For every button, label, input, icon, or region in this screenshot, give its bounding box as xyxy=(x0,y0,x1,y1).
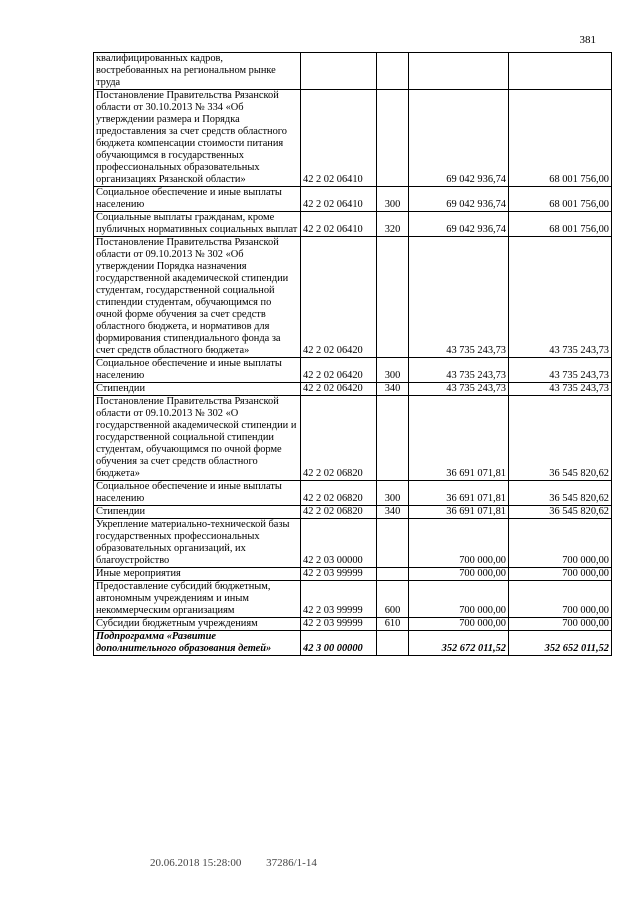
table-row xyxy=(94,519,612,568)
row-amount-b: 43 735 243,73 xyxy=(509,237,612,358)
row-expense-type: 610 xyxy=(377,618,409,631)
row-description: квалифицированных кадров, востребованных на региональном рынке труда xyxy=(94,53,301,90)
row-amount-b: 68 001 756,00 xyxy=(509,187,612,212)
table-row xyxy=(94,568,612,581)
row-amount-a: 700 000,00 xyxy=(409,519,509,568)
row-expense-type xyxy=(377,53,409,90)
row-code: 42 3 00 00000 xyxy=(301,631,377,656)
table-row xyxy=(94,358,612,383)
row-description: Предоставление субсидий бюджетным, автономным учреждениям и иным некоммерческим организациям xyxy=(94,581,301,618)
table-row xyxy=(94,237,612,358)
row-description: Постановление Правительства Рязанской области от 09.10.2013 № 302 «Об утверждении Порядка назначения государственной академической стипендии студентам, государственной социальной стипендии студентам, обучающимся по очной форме обучения за счет средств областного бюджета, и нормативов для формирования стипендиального фонда за счет средств областного бюджета» xyxy=(94,237,301,358)
table-row xyxy=(94,481,612,506)
row-code: 42 2 02 06410 xyxy=(301,212,377,237)
row-amount-a: 36 691 071,81 xyxy=(409,396,509,481)
row-amount-a: 43 735 243,73 xyxy=(409,237,509,358)
row-expense-type: 340 xyxy=(377,506,409,519)
row-code: 42 2 03 99999 xyxy=(301,568,377,581)
table-row xyxy=(94,187,612,212)
row-code: 42 2 03 99999 xyxy=(301,581,377,618)
table-row xyxy=(94,383,612,396)
row-amount-a: 352 672 011,52 xyxy=(409,631,509,656)
footer xyxy=(150,857,339,869)
row-description: Иные мероприятия xyxy=(94,568,301,581)
row-description: Постановление Правительства Рязанской области от 30.10.2013 № 334 «Об утверждении размера и Порядка предоставления за счет средств областного бюджета компенсации стоимости питания обучающимся в государственных профессиональных образовательных организациях Рязанской области» xyxy=(94,90,301,187)
footer-datetime: 20.06.2018 15:28:00 xyxy=(150,857,242,869)
row-code: 42 2 02 06410 xyxy=(301,187,377,212)
row-expense-type: 300 xyxy=(377,358,409,383)
table-row xyxy=(94,396,612,481)
row-description: Социальное обеспечение и иные выплаты населению xyxy=(94,187,301,212)
budget-table xyxy=(93,52,612,656)
row-amount-b: 700 000,00 xyxy=(509,581,612,618)
row-description: Социальные выплаты гражданам, кроме публичных нормативных социальных выплат xyxy=(94,212,301,237)
table-row xyxy=(94,212,612,237)
row-description: Подпрограмма «Развитие дополнительного образования детей» xyxy=(94,631,301,656)
row-description: Стипендии xyxy=(94,383,301,396)
row-amount-a: 69 042 936,74 xyxy=(409,187,509,212)
row-amount-b: 36 545 820,62 xyxy=(509,396,612,481)
row-code: 42 2 02 06820 xyxy=(301,396,377,481)
row-amount-b: 36 545 820,62 xyxy=(509,481,612,506)
row-code: 42 2 02 06420 xyxy=(301,383,377,396)
row-amount-a: 700 000,00 xyxy=(409,618,509,631)
table-row-subprogram xyxy=(94,631,612,656)
row-description: Укрепление материально-технической базы государственных профессиональных образовательных организаций, их благоустройство xyxy=(94,519,301,568)
row-amount-a: 36 691 071,81 xyxy=(409,481,509,506)
row-amount-a: 36 691 071,81 xyxy=(409,506,509,519)
row-expense-type xyxy=(377,568,409,581)
row-amount-b: 43 735 243,73 xyxy=(509,383,612,396)
row-code: 42 2 02 06420 xyxy=(301,358,377,383)
row-amount-a xyxy=(409,53,509,90)
row-amount-b: 68 001 756,00 xyxy=(509,212,612,237)
row-description: Социальное обеспечение и иные выплаты населению xyxy=(94,358,301,383)
row-amount-b: 68 001 756,00 xyxy=(509,90,612,187)
row-amount-b xyxy=(509,53,612,90)
row-description: Постановление Правительства Рязанской области от 09.10.2013 № 302 «О государственной академической стипендии и государственной социальной стипендии студентам, обучающимся по очной форме обучения за счет средств областного бюджета» xyxy=(94,396,301,481)
row-description: Стипендии xyxy=(94,506,301,519)
row-amount-a: 43 735 243,73 xyxy=(409,383,509,396)
row-amount-b: 352 652 011,52 xyxy=(509,631,612,656)
row-expense-type xyxy=(377,396,409,481)
row-description: Субсидии бюджетным учреждениям xyxy=(94,618,301,631)
row-code: 42 2 02 06420 xyxy=(301,237,377,358)
row-amount-a: 700 000,00 xyxy=(409,581,509,618)
row-code: 42 2 03 99999 xyxy=(301,618,377,631)
row-expense-type: 340 xyxy=(377,383,409,396)
table-row xyxy=(94,581,612,618)
row-description: Социальное обеспечение и иные выплаты населению xyxy=(94,481,301,506)
row-amount-a: 700 000,00 xyxy=(409,568,509,581)
table-row xyxy=(94,618,612,631)
row-code: 42 2 02 06820 xyxy=(301,481,377,506)
table-row xyxy=(94,506,612,519)
row-expense-type: 300 xyxy=(377,187,409,212)
row-expense-type: 320 xyxy=(377,212,409,237)
row-expense-type: 300 xyxy=(377,481,409,506)
footer-doc-id: 37286/1-14 xyxy=(266,857,317,869)
row-amount-b: 700 000,00 xyxy=(509,519,612,568)
row-amount-b: 43 735 243,73 xyxy=(509,358,612,383)
table-row xyxy=(94,53,612,90)
row-amount-b: 36 545 820,62 xyxy=(509,506,612,519)
page-number: 381 xyxy=(579,34,596,46)
row-code: 42 2 02 06410 xyxy=(301,90,377,187)
row-amount-a: 43 735 243,73 xyxy=(409,358,509,383)
row-expense-type xyxy=(377,519,409,568)
table-row xyxy=(94,90,612,187)
row-amount-a: 69 042 936,74 xyxy=(409,90,509,187)
row-expense-type xyxy=(377,237,409,358)
row-expense-type xyxy=(377,631,409,656)
row-amount-a: 69 042 936,74 xyxy=(409,212,509,237)
row-expense-type: 600 xyxy=(377,581,409,618)
row-expense-type xyxy=(377,90,409,187)
row-code: 42 2 02 06820 xyxy=(301,506,377,519)
row-amount-b: 700 000,00 xyxy=(509,618,612,631)
row-code: 42 2 03 00000 xyxy=(301,519,377,568)
row-code xyxy=(301,53,377,90)
row-amount-b: 700 000,00 xyxy=(509,568,612,581)
